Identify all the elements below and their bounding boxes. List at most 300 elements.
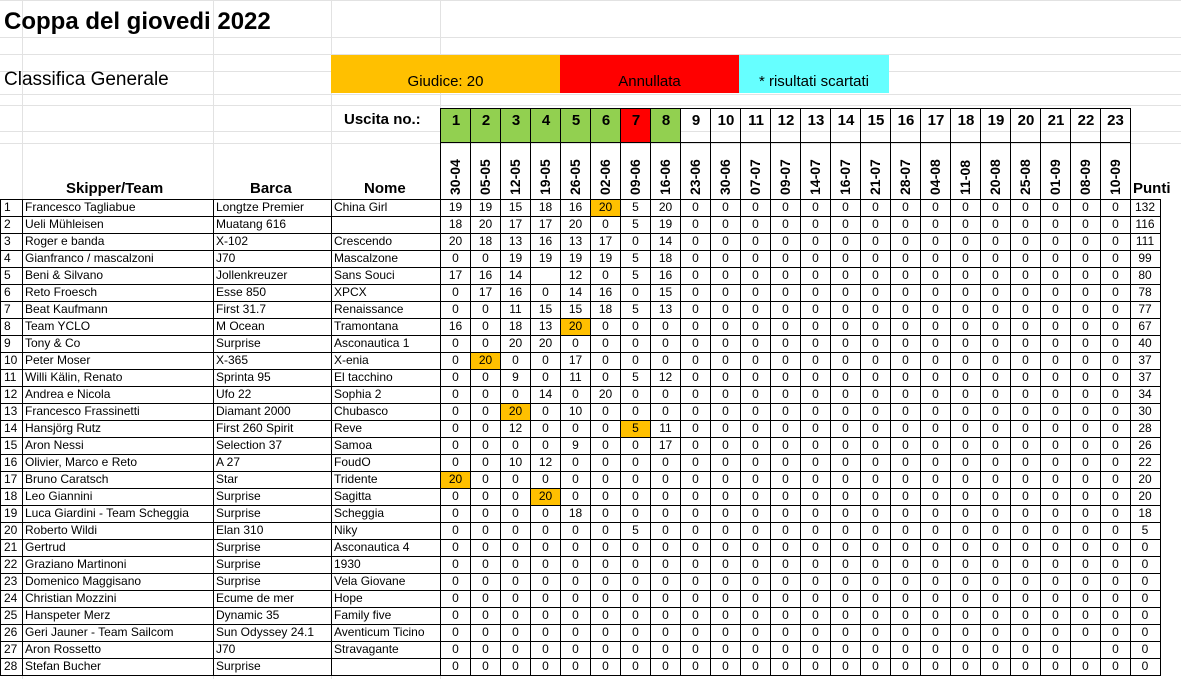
score-cell: 0: [812, 336, 819, 350]
legend-annullata: [560, 55, 739, 93]
border: [1040, 143, 1041, 199]
score-cell: 0: [1022, 506, 1029, 520]
score-cell: 0: [542, 608, 549, 622]
rank: 2: [4, 217, 11, 231]
score-cell: 0: [632, 438, 639, 452]
score-cell: 16: [508, 285, 523, 299]
score-cell: 0: [512, 472, 519, 486]
score-cell: 0: [662, 506, 669, 520]
score-cell: 0: [1052, 234, 1059, 248]
total-points: 37: [1138, 370, 1152, 384]
score-cell: 9: [512, 370, 519, 384]
boat-name: China Girl: [334, 200, 388, 214]
score-cell: 17: [568, 353, 583, 367]
skipper-name: Graziano Martinoni: [25, 557, 127, 571]
score-cell: 0: [692, 659, 699, 673]
score-cell: 0: [632, 557, 639, 571]
skipper-name: Gertrud: [25, 540, 66, 554]
score-cell: 0: [782, 319, 789, 333]
score-cell: 0: [812, 370, 819, 384]
score-cell: 0: [692, 472, 699, 486]
total-points: 0: [1141, 625, 1149, 639]
score-cell: 0: [752, 523, 759, 537]
score-cell: 0: [662, 472, 669, 486]
skipper-name: Willi Kälin, Renato: [25, 370, 123, 384]
score-cell: 0: [1052, 642, 1059, 656]
score-cell: 0: [1112, 200, 1119, 214]
score-cell: 0: [1052, 387, 1059, 401]
score-cell: 0: [1112, 489, 1119, 503]
score-cell: 15: [508, 200, 523, 214]
score-cell: 0: [962, 353, 969, 367]
race-number-21: 21: [1040, 108, 1071, 143]
score-cell: 0: [872, 302, 879, 316]
border: [1010, 143, 1011, 199]
score-cell: 0: [692, 421, 699, 435]
score-cell: 0: [1082, 421, 1089, 435]
score-cell: 0: [1052, 557, 1059, 571]
score-cell: 0: [932, 336, 939, 350]
score-cell: 0: [1082, 574, 1089, 588]
uscita-label: Uscita no.:: [344, 111, 421, 128]
race-number-5: 5: [560, 108, 591, 143]
score-cell: 0: [692, 540, 699, 554]
score-cell: 0: [1112, 217, 1119, 231]
score-cell: 0: [482, 659, 489, 673]
score-cell: 0: [572, 540, 579, 554]
score-cell: 0: [572, 455, 579, 469]
score-cell: 0: [842, 642, 849, 656]
total-points: 34: [1138, 387, 1152, 401]
score-cell: 0: [632, 506, 639, 520]
score-cell: 5: [632, 217, 639, 231]
boat-model: J70: [216, 251, 236, 265]
border: [710, 143, 711, 199]
race-number-10: 10: [710, 108, 741, 143]
page-title: Coppa del giovedi 2022: [4, 8, 271, 35]
score-cell: 0: [1052, 574, 1059, 588]
score-cell: 0: [812, 489, 819, 503]
score-cell: 0: [932, 370, 939, 384]
border: [860, 143, 861, 199]
score-cell: 0: [722, 540, 729, 554]
score-cell: 0: [782, 336, 789, 350]
score-cell: 0: [632, 608, 639, 622]
rank: 19: [4, 506, 18, 520]
skipper-name: Stefan Bucher: [25, 659, 102, 673]
score-cell: 0: [872, 455, 879, 469]
score-cell: 0: [992, 370, 999, 384]
boat-model: First 31.7: [216, 302, 267, 316]
boat-model: Muatang 616: [216, 217, 287, 231]
total-points: 132: [1134, 200, 1156, 214]
score-cell: 0: [722, 574, 729, 588]
race-date-19: 20-08: [987, 159, 1003, 195]
score-cell: 0: [812, 506, 819, 520]
score-cell: 19: [508, 251, 523, 265]
score-cell: 0: [602, 421, 609, 435]
score-cell: 20: [561, 318, 590, 335]
header-skipper: Skipper/Team: [66, 180, 164, 197]
score-cell: 0: [1082, 387, 1089, 401]
score-cell: 0: [692, 455, 699, 469]
score-cell: 15: [658, 285, 673, 299]
score-cell: 0: [482, 302, 489, 316]
score-cell: 18: [508, 319, 523, 333]
score-cell: 0: [482, 404, 489, 418]
score-cell: 0: [1022, 370, 1029, 384]
score-cell: 0: [752, 455, 759, 469]
table-border: [0, 556, 1161, 557]
score-cell: 0: [752, 319, 759, 333]
score-cell: 0: [512, 591, 519, 605]
race-date-5: 26-05: [567, 159, 583, 195]
score-cell: 0: [482, 591, 489, 605]
score-cell: 0: [812, 234, 819, 248]
score-cell: 16: [448, 319, 463, 333]
score-cell: 0: [992, 472, 999, 486]
score-cell: 12: [508, 421, 523, 435]
score-cell: 0: [932, 353, 939, 367]
boat-name: Crescendo: [334, 234, 393, 248]
score-cell: 0: [962, 404, 969, 418]
race-date-17: 04-08: [927, 159, 943, 195]
score-cell: 0: [572, 625, 579, 639]
score-cell: 0: [692, 523, 699, 537]
skipper-name: Hanspeter Merz: [25, 608, 111, 622]
rank: 14: [4, 421, 18, 435]
race-date-4: 19-05: [537, 159, 553, 195]
skipper-name: Christian Mozzini: [25, 591, 117, 605]
score-cell: 0: [782, 285, 789, 299]
score-cell: 0: [992, 489, 999, 503]
score-cell: 0: [752, 625, 759, 639]
boat-name: Aventicum Ticino: [334, 625, 425, 639]
total-points: 37: [1138, 353, 1152, 367]
score-cell: 0: [1052, 523, 1059, 537]
score-cell: 0: [572, 421, 579, 435]
score-cell: 0: [962, 506, 969, 520]
boat-model: Elan 310: [216, 523, 264, 537]
score-cell: 0: [752, 404, 759, 418]
score-cell: 0: [992, 217, 999, 231]
total-points: 0: [1141, 591, 1149, 605]
score-cell: 0: [842, 506, 849, 520]
score-cell: 12: [538, 455, 553, 469]
score-cell: 0: [452, 285, 459, 299]
boat-model: First 260 Spirit: [216, 421, 294, 435]
table-border: [0, 199, 1161, 200]
score-cell: 0: [692, 319, 699, 333]
boat-name: Sophia 2: [334, 387, 382, 401]
score-cell: 0: [452, 659, 459, 673]
score-cell: 0: [842, 421, 849, 435]
score-cell: 0: [1022, 642, 1029, 656]
score-cell: 0: [692, 336, 699, 350]
score-cell: 0: [722, 353, 729, 367]
score-cell: 0: [812, 421, 819, 435]
score-cell: 0: [1112, 251, 1119, 265]
score-cell: 0: [932, 540, 939, 554]
page-subtitle: Classifica Generale: [4, 69, 169, 90]
score-cell: 16: [538, 234, 553, 248]
total-points: 0: [1141, 557, 1149, 571]
score-cell: 0: [812, 387, 819, 401]
score-cell: 0: [482, 557, 489, 571]
score-cell: 0: [962, 421, 969, 435]
score-cell: 0: [542, 591, 549, 605]
score-cell: 0: [992, 319, 999, 333]
boat-model: Ufo 22: [216, 387, 252, 401]
race-date-14: 16-07: [837, 159, 853, 195]
score-cell: 0: [782, 523, 789, 537]
score-cell: 17: [448, 268, 463, 282]
table-border: [0, 658, 1161, 659]
score-cell: 0: [992, 387, 999, 401]
race-number-4: 4: [530, 108, 561, 143]
score-cell: 0: [692, 642, 699, 656]
score-cell: 0: [932, 319, 939, 333]
race-number-22: 22: [1070, 108, 1101, 143]
score-cell: 0: [542, 506, 549, 520]
rank: 15: [4, 438, 18, 452]
total-points: 77: [1138, 302, 1152, 316]
score-cell: 0: [932, 251, 939, 265]
score-cell: 0: [902, 438, 909, 452]
score-cell: 0: [1112, 336, 1119, 350]
score-cell: 0: [962, 557, 969, 571]
skipper-name: Aron Nessi: [25, 438, 84, 452]
score-cell: 15: [538, 302, 553, 316]
score-cell: 0: [902, 251, 909, 265]
score-cell: 0: [812, 353, 819, 367]
score-cell: 17: [478, 285, 493, 299]
score-cell: 0: [632, 404, 639, 418]
total-points: 0: [1141, 540, 1149, 554]
skipper-name: Reto Froesch: [25, 285, 98, 299]
score-cell: 0: [1052, 591, 1059, 605]
score-cell: 0: [722, 489, 729, 503]
score-cell: 0: [962, 523, 969, 537]
border: [740, 143, 741, 199]
score-cell: 0: [752, 472, 759, 486]
boat-name: Renaissance: [334, 302, 404, 316]
score-cell: 0: [992, 659, 999, 673]
race-number-16: 16: [890, 108, 921, 143]
race-number-2: 2: [470, 108, 501, 143]
score-cell: 0: [482, 251, 489, 265]
score-cell: 0: [902, 268, 909, 282]
score-cell: 0: [1112, 353, 1119, 367]
score-cell: 0: [512, 574, 519, 588]
score-cell: 0: [782, 574, 789, 588]
score-cell: 0: [1112, 642, 1119, 656]
score-cell: 0: [842, 659, 849, 673]
score-cell: 5: [632, 200, 639, 214]
score-cell: 0: [932, 387, 939, 401]
table-border: [0, 624, 1161, 625]
score-cell: 0: [872, 234, 879, 248]
score-cell: 0: [632, 455, 639, 469]
score-cell: 20: [471, 352, 500, 369]
border: [830, 143, 831, 199]
score-cell: 0: [812, 574, 819, 588]
score-cell: 0: [632, 489, 639, 503]
score-cell: 0: [992, 404, 999, 418]
score-cell: 15: [568, 302, 583, 316]
boat-model: Surprise: [216, 557, 261, 571]
total-points: 5: [1141, 523, 1149, 537]
score-cell: 0: [932, 659, 939, 673]
score-cell: 0: [1052, 455, 1059, 469]
boat-model: Sprinta 95: [216, 370, 271, 384]
score-cell: 0: [902, 557, 909, 571]
score-cell: 0: [1022, 591, 1029, 605]
score-cell: 0: [932, 268, 939, 282]
grid-line: [0, 37, 1181, 38]
table-border: [0, 386, 1161, 387]
score-cell: 0: [992, 523, 999, 537]
score-cell: 0: [752, 489, 759, 503]
table-border: [0, 607, 1161, 608]
score-cell: 0: [962, 268, 969, 282]
score-cell: 0: [602, 557, 609, 571]
score-cell: 0: [1082, 285, 1089, 299]
score-cell: 0: [812, 217, 819, 231]
score-cell: 0: [872, 659, 879, 673]
score-cell: 0: [812, 523, 819, 537]
score-cell: 0: [782, 234, 789, 248]
score-cell: 0: [782, 302, 789, 316]
score-cell: 0: [1052, 438, 1059, 452]
legend-giudice: [331, 55, 560, 93]
score-cell: 0: [1052, 608, 1059, 622]
score-cell: 0: [602, 438, 609, 452]
score-cell: 0: [1022, 268, 1029, 282]
score-cell: 0: [722, 302, 729, 316]
score-cell: 0: [812, 302, 819, 316]
legend-annullata-label: Annullata: [618, 73, 681, 90]
score-cell: 14: [508, 268, 523, 282]
score-cell: 0: [992, 421, 999, 435]
score-cell: 0: [1082, 268, 1089, 282]
score-cell: 0: [1112, 455, 1119, 469]
score-cell: 0: [782, 540, 789, 554]
race-number-13: 13: [800, 108, 831, 143]
score-cell: 0: [482, 523, 489, 537]
score-cell: 0: [542, 659, 549, 673]
score-cell: 0: [752, 659, 759, 673]
score-cell: 20: [508, 336, 523, 350]
score-cell: 0: [1082, 659, 1089, 673]
score-cell: 0: [1082, 234, 1089, 248]
score-cell: 0: [692, 268, 699, 282]
total-points: 30: [1138, 404, 1152, 418]
boat-model: Jollenkreuzer: [216, 268, 288, 282]
score-cell: 0: [452, 353, 459, 367]
score-cell: 0: [782, 370, 789, 384]
score-cell: 0: [662, 659, 669, 673]
race-date-8: 16-06: [657, 159, 673, 195]
score-cell: 0: [992, 268, 999, 282]
score-cell: 19: [538, 251, 553, 265]
score-cell: 0: [452, 336, 459, 350]
score-cell: 0: [872, 523, 879, 537]
score-cell: 18: [598, 302, 613, 316]
score-cell: 12: [568, 268, 583, 282]
score-cell: 0: [482, 455, 489, 469]
race-number-20: 20: [1010, 108, 1041, 143]
score-cell: 0: [872, 438, 879, 452]
score-cell: 0: [662, 642, 669, 656]
score-cell: 0: [962, 319, 969, 333]
score-cell: 0: [842, 523, 849, 537]
score-cell: 0: [632, 472, 639, 486]
score-cell: 5: [632, 251, 639, 265]
score-cell: 0: [992, 234, 999, 248]
score-cell: 0: [752, 353, 759, 367]
score-cell: 0: [842, 251, 849, 265]
boat-model: Ecume de mer: [216, 591, 295, 605]
score-cell: 0: [692, 608, 699, 622]
score-cell: 0: [782, 421, 789, 435]
header-nome: Nome: [364, 180, 406, 197]
score-cell: 0: [992, 557, 999, 571]
score-cell: 0: [992, 438, 999, 452]
score-cell: 0: [452, 523, 459, 537]
score-cell: 0: [512, 625, 519, 639]
score-cell: 0: [752, 574, 759, 588]
border: [470, 143, 471, 199]
race-date-22: 08-09: [1077, 159, 1093, 195]
score-cell: 0: [902, 217, 909, 231]
score-cell: 0: [902, 404, 909, 418]
race-date-6: 02-06: [597, 159, 613, 195]
border: [980, 143, 981, 199]
table-border: [0, 352, 1161, 353]
score-cell: 20: [531, 488, 560, 505]
score-cell: 0: [1022, 234, 1029, 248]
total-points: 67: [1138, 319, 1152, 333]
race-number-3: 3: [500, 108, 531, 143]
score-cell: 0: [842, 336, 849, 350]
score-cell: 0: [1112, 506, 1119, 520]
score-cell: 0: [512, 608, 519, 622]
score-cell: 0: [542, 285, 549, 299]
score-cell: 0: [542, 438, 549, 452]
skipper-name: Luca Giardini - Team Scheggia: [25, 506, 189, 520]
score-cell: 0: [692, 370, 699, 384]
boat-model: Surprise: [216, 336, 261, 350]
table-border: [0, 505, 1161, 506]
score-cell: 0: [602, 472, 609, 486]
score-cell: 0: [782, 200, 789, 214]
score-cell: 0: [872, 251, 879, 265]
boat-name: Vela Giovane: [334, 574, 406, 588]
border: [800, 143, 801, 199]
score-cell: 0: [992, 336, 999, 350]
score-cell: 0: [992, 574, 999, 588]
score-cell: 0: [932, 285, 939, 299]
total-points: 0: [1141, 574, 1149, 588]
score-cell: 0: [902, 319, 909, 333]
score-cell: 0: [902, 285, 909, 299]
score-cell: 0: [662, 574, 669, 588]
score-cell: 0: [782, 489, 789, 503]
race-number-19: 19: [980, 108, 1011, 143]
score-cell: 0: [932, 574, 939, 588]
race-date-15: 21-07: [867, 159, 883, 195]
